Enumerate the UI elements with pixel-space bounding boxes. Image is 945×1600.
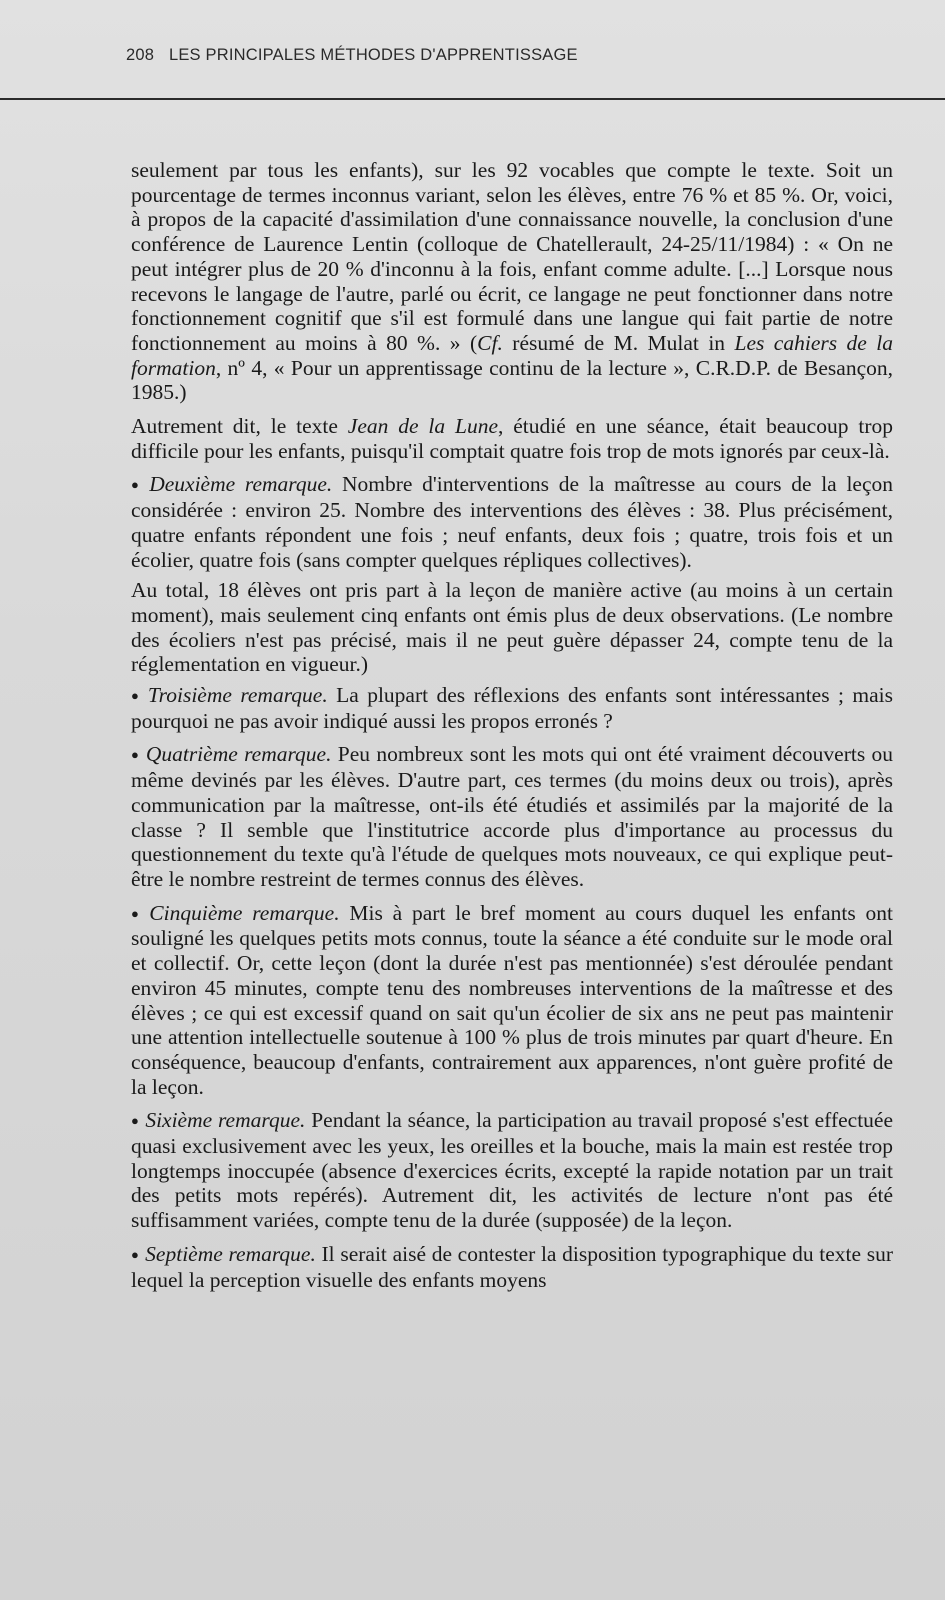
citation-cf: Cf. [477,330,503,355]
remark-3 [131,683,893,733]
remark-text: Pendant la séance, la participation au travail proposé s'est effectuée quasi exclusivement avec les yeux, les oreilles et la bouche, mais la main est restée trop longtemps inoccupée (absence d'exercices écrits, excepté la rapide notation par un trait des petits mots repérés). Autrement dit, les activités de lecture n'ont pas été suffisamment variées, compte tenu de la durée (supposée) de la leçon. [131,1108,894,1233]
paragraph-text: résumé de M. Mulat in [502,330,735,355]
paragraph-text: Au total, 18 élèves ont pris part à la leçon de manière active (au moins à un certain moment), mais seulement cinq enfants ont émis plus de deux observations. (Le nombre des écoliers n'est pas précisé, mais il ne peut guère dépasser 24, compte tenu de la réglementation en vigueur.) [131,578,893,677]
bullet-icon: ● [131,747,140,763]
running-title: LES PRINCIPALES MÉTHODES D'APPRENTISSAGE [168,46,578,64]
paragraph-text: seulement par tous les enfants), sur les 92 vocables que compte le texte. Soit un pourcentage de termes inconnus variant, selon les élèves, entre 76 % et 85 %. Or, voici, à propos de la capacité d'assimilation d'une connaissance nouvelle, la conclusion d'une conférence de Laurence Lentin (colloque de Chatellerault, 24-25/11/1984) : « On ne peut intégrer plus de 20 % d'inconnu à la fois, enfant comme adulte. [...] Lorsque nous recevons le langage de l'autre, parlé ou écrit, ce langage ne peut fonctionner dans notre fonctionnement cognitif que s'il est formulé dans une langue qui fait partie de notre fonctionnement au moins à 80 %. » ( [131,158,893,355]
remark-2 [131,472,893,572]
bullet-icon: ● [131,477,144,493]
journal-title: Les cahiers de la formation [131,330,893,380]
remark-text: Il serait aisé de contester la disposition typographique du texte sur lequel la perception visuelle des enfants moyens [131,1241,894,1292]
bullet-icon: ● [131,688,142,704]
body-text [131,158,893,1301]
remark-text: Mis à part le bref moment au cours duquel les enfants ont souligné les quelques petits mots connus, toute la séance a été conduite sur le mode oral et collectif. Or, cette leçon (dont la durée n'est pas mentionnée) s'est déroulée pendant environ 45 minutes, compte tenu des nombreuses interventions de la maîtresse et des élèves ; ce qui est excessif quand on sait qu'un écolier de six ans ne peut pas maintenir une attention intellectuelle soutenue à 100 % plus de trois minutes par quart d'heure. En conséquence, beaucoup d'enfants, contrairement aux apparences, n'ont guère profité de la leçon. [131,900,893,1099]
remark-heading: Septième remarque. [145,1241,316,1266]
paragraph-text: , nº 4, « Pour un apprentissage continu de la lecture », C.R.D.P. de Besançon, 1985.) [131,355,893,405]
remark-6 [131,1108,893,1233]
bullet-icon: ● [131,1246,140,1262]
remark-5 [131,901,893,1100]
running-head [126,46,578,65]
remark-7 [131,1242,893,1292]
paragraph-text: , étudié en une séance, était beaucoup trop difficile pour les enfants, puisqu'il comptait quatre fois trop de mots ignorés par ceux-là. [131,414,893,463]
remark-heading: Cinquième remarque. [149,900,340,925]
header-rule [0,98,945,100]
paragraph-continuation [131,158,893,405]
paragraph-conclusion [131,414,893,463]
page-number: 208 [126,46,155,64]
remark-heading: Deuxième remarque. [149,472,333,497]
remark-text: La plupart des réflexions des enfants sont intéressantes ; mais pourquoi ne pas avoir indiqué aussi les propos erronés ? [131,683,893,733]
remark-4 [131,742,893,891]
remark-heading: Troisième remarque. [147,683,328,708]
remark-heading: Sixième remarque. [145,1108,306,1133]
remark-text: Peu nombreux sont les mots qui ont été vraiment découverts ou même devinés par les élèves. D'autre part, ces termes (du moins deux ou trois), après communication par la maîtresse, ont-ils été étudiés et assimilés par la majorité de la classe ? Il semble que l'institutrice accorde plus d'importance au processus du questionnement du texte qu'à l'étude de quelques mots nouveaux, ce qui explique peut-être le nombre restreint de termes connus des élèves. [131,742,894,891]
remark-text: Nombre d'interventions de la maîtresse au cours de la leçon considérée : environ 25. Nombre des interventions des élèves : 38. Plus précisément, quatre enfants répondent une fois ; neuf enfants, deux fois ; quatre, trois fois et un écolier, quatre fois (sans compter quelques répliques collectives). [131,472,893,572]
bullet-icon: ● [131,1113,140,1129]
paragraph-text: Autrement dit, le texte [131,414,348,439]
paragraph-total [131,578,893,677]
text-title: Jean de la Lune [347,414,498,439]
remark-heading: Quatrième remarque. [145,742,332,767]
bullet-icon: ● [131,905,144,921]
